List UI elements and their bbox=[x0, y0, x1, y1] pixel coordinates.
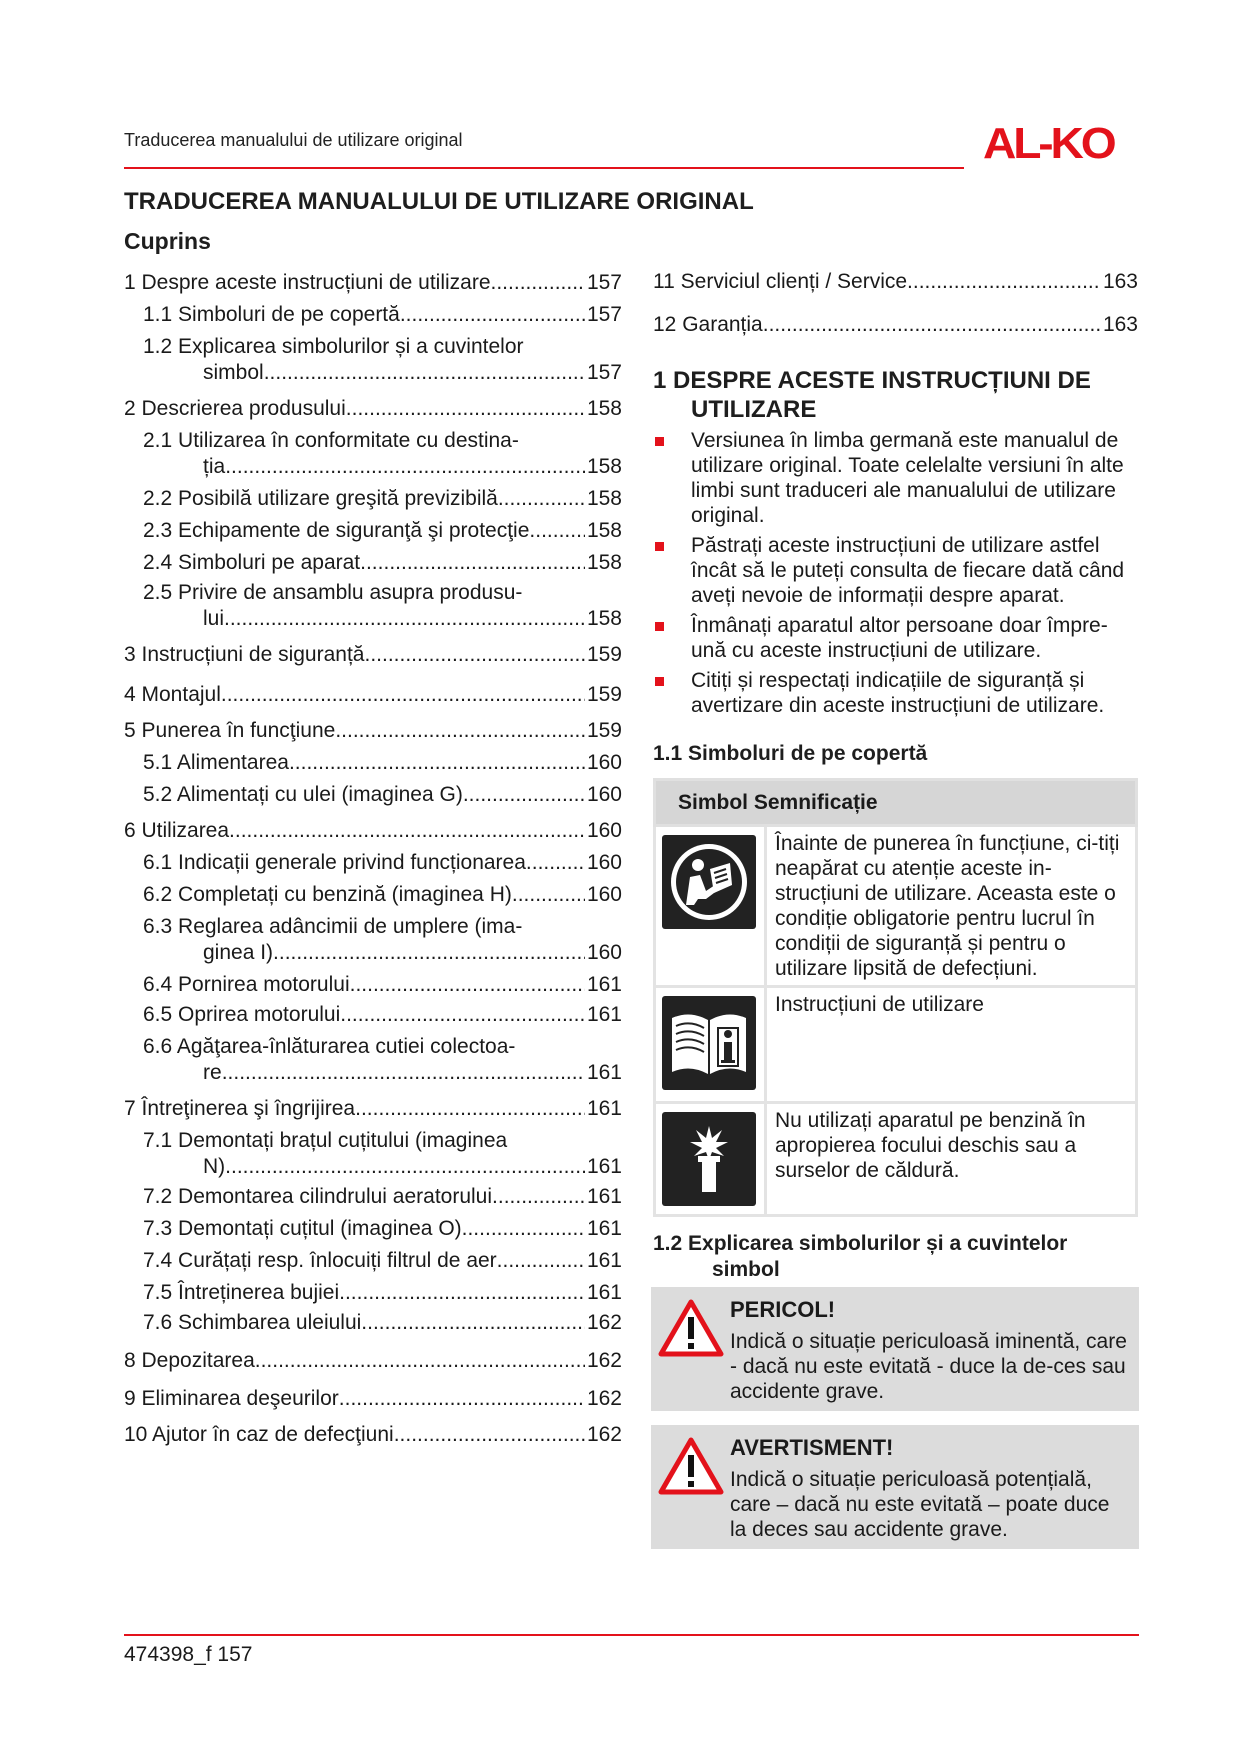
toc-entry-continuation: ția bbox=[203, 455, 226, 478]
bullet-item: Păstrați aceste instrucțiuni de utilizare astfel încât să le puteți consulta de fiecare dată când aveți nevoie de informații despre aparat. bbox=[653, 533, 1138, 608]
warning-triangle-icon bbox=[658, 1437, 724, 1500]
toc-entry-continuation: re bbox=[203, 1061, 222, 1084]
toc-entry-title: 1.1 Simboluri de pe copertă bbox=[143, 303, 400, 326]
toc-entry-title: 2 Descrierea produsului bbox=[124, 397, 346, 420]
toc-entry[interactable] bbox=[124, 1002, 622, 1028]
toc-entry-page: 162 bbox=[586, 1311, 622, 1334]
symbol-cell bbox=[655, 1103, 766, 1216]
toc-entry[interactable] bbox=[124, 428, 622, 480]
symbol-cell bbox=[655, 987, 766, 1103]
toc-entry-page: 163 bbox=[1102, 313, 1138, 336]
toc-entry-title: 2.4 Simboluri pe aparat bbox=[143, 551, 361, 574]
toc-entry-continuation: simbol bbox=[203, 361, 264, 384]
toc-entry-title: 7.6 Schimbarea uleiului bbox=[143, 1311, 362, 1334]
toc-entry-page: 159 bbox=[586, 719, 622, 742]
toc-entry-title: 2.2 Posibilă utilizare greşită previzibilă bbox=[143, 487, 498, 510]
section-1-bullets bbox=[653, 428, 1138, 723]
toc-entry[interactable] bbox=[124, 850, 622, 876]
toc-entry-page: 160 bbox=[586, 883, 622, 906]
section-1-2-heading-line: simbol bbox=[712, 1258, 780, 1281]
toc-entry-title: 5 Punerea în funcţiune bbox=[124, 719, 336, 742]
running-header: Traducerea manualului de utilizare original bbox=[124, 130, 463, 150]
toc-entry-title: 10 Ajutor în caz de defecţiuni bbox=[124, 1423, 394, 1446]
toc-entry-page: 158 bbox=[586, 551, 622, 574]
symbol-table bbox=[653, 778, 1138, 1217]
toc-entry-continuation: ginea I) bbox=[203, 941, 274, 964]
toc-entry-page: 162 bbox=[586, 1349, 622, 1372]
toc-entry[interactable] bbox=[124, 550, 622, 576]
symbol-cell bbox=[655, 826, 766, 987]
toc-entry-page: 163 bbox=[1102, 270, 1138, 293]
bullet-item: Înmânați aparatul altor persoane doar împre-ună cu aceste instrucțiuni de utilizare. bbox=[653, 613, 1138, 663]
toc-entry[interactable] bbox=[124, 1034, 622, 1086]
toc-entry[interactable] bbox=[124, 972, 622, 998]
toc-entry-page: 158 bbox=[586, 487, 622, 510]
toc-entry-page: 158 bbox=[586, 455, 622, 478]
toc-entry[interactable] bbox=[124, 334, 622, 386]
section-1-heading bbox=[653, 366, 1138, 424]
toc-entry-title: 5.2 Alimentați cu ulei (imaginea G) bbox=[143, 783, 463, 806]
toc-entry-page: 161 bbox=[586, 1061, 622, 1084]
toc-entry-title: 2.1 Utilizarea în conformitate cu destina- bbox=[143, 429, 519, 452]
toc-entry-page: 161 bbox=[586, 1155, 622, 1178]
toc-entry-page: 160 bbox=[586, 819, 622, 842]
toc-entry[interactable] bbox=[124, 1216, 622, 1242]
section-1-2-heading-line: 1.2 Explicarea simbolurilor și a cuvintelor bbox=[653, 1232, 1068, 1255]
symbol-row bbox=[655, 1103, 1137, 1216]
manual-info-icon bbox=[662, 996, 756, 1090]
toc-entry-page: 158 bbox=[586, 519, 622, 542]
toc-entry-title: 7 Întreţinerea şi îngrijirea bbox=[124, 1097, 356, 1120]
toc-entry-page: 159 bbox=[586, 683, 622, 706]
symbol-row bbox=[655, 987, 1137, 1103]
toc-entry[interactable] bbox=[124, 1248, 622, 1274]
toc-entry-page: 158 bbox=[586, 397, 622, 420]
toc-entry-title: 6.4 Pornirea motorului bbox=[143, 973, 350, 996]
toc-entry-title: 1.2 Explicarea simbolurilor și a cuvintelor bbox=[143, 335, 524, 358]
toc-entry[interactable] bbox=[124, 396, 622, 422]
toc-entry-page: 157 bbox=[586, 361, 622, 384]
toc-entry-title: 3 Instrucțiuni de siguranță bbox=[124, 643, 365, 666]
toc-entry-page: 161 bbox=[586, 1249, 622, 1272]
toc-entry[interactable] bbox=[124, 580, 622, 632]
toc-entry-continuation: lui bbox=[203, 607, 225, 630]
symbol-meaning: Nu utilizați aparatul pe benzină în apropierea focului deschis sau a surselor de căldură. bbox=[766, 1103, 1137, 1216]
toc-entry[interactable] bbox=[124, 270, 622, 296]
section-1-2-heading bbox=[653, 1231, 1138, 1283]
header-rule bbox=[124, 167, 964, 169]
symbol-table-header bbox=[655, 780, 1137, 826]
danger-box bbox=[651, 1287, 1139, 1411]
symbol-meaning: Înainte de punerea în funcțiune, ci-tiți neapărat cu atenție aceste in-strucțiuni de utilizare. Aceasta este o condiție obligatorie pentru lucrul în condiții de siguranță și pentru o utilizare lipsită de defecțiuni. bbox=[766, 826, 1137, 987]
section-1-heading-line: UTILIZARE bbox=[691, 396, 817, 423]
danger-text: Indică o situație periculoasă iminentă, care - dacă nu este evitată - duce la de-ces sau accidente grave. bbox=[730, 1330, 1127, 1403]
toc-entry-title: 5.1 Alimentarea bbox=[143, 751, 289, 774]
toc-entry[interactable] bbox=[124, 1422, 622, 1448]
toc-entry-title: 7.5 Întreținerea bujiei bbox=[143, 1281, 340, 1304]
column-symbol: Simbol bbox=[678, 791, 749, 814]
danger-title: PERICOL! bbox=[730, 1297, 836, 1322]
toc-entry-page: 161 bbox=[586, 1281, 622, 1304]
toc-entry-title: 7.4 Curățați resp. înlocuiți filtrul de aer bbox=[143, 1249, 497, 1272]
column-meaning: Semnificație bbox=[753, 791, 878, 814]
toc-entry-title: 2.5 Privire de ansamblu asupra produsu- bbox=[143, 581, 523, 604]
toc-entry[interactable] bbox=[124, 1310, 622, 1336]
toc-entry-title: 4 Montajul bbox=[124, 683, 221, 706]
danger-triangle-icon bbox=[658, 1299, 724, 1362]
toc-entry-title: 6.6 Agăţarea-înlăturarea cutiei colectoa- bbox=[143, 1035, 516, 1058]
toc-entry[interactable] bbox=[124, 1280, 622, 1306]
read-manual-icon bbox=[662, 835, 756, 929]
toc-entry-title: 6.2 Completați cu benzină (imaginea H) bbox=[143, 883, 512, 906]
toc-entry-title: 7.1 Demontați brațul cuțitului (imaginea bbox=[143, 1129, 508, 1152]
toc-entry-page: 162 bbox=[586, 1423, 622, 1446]
warning-box bbox=[651, 1425, 1139, 1549]
toc-entry-continuation: N) bbox=[203, 1155, 226, 1178]
toc-entry-page: 160 bbox=[586, 851, 622, 874]
warning-title: AVERTISMENT! bbox=[730, 1435, 894, 1460]
toc-entry-title: 11 Serviciul clienți / Service bbox=[653, 270, 908, 293]
toc-continued bbox=[653, 269, 1138, 338]
toc-entry-page: 160 bbox=[586, 751, 622, 774]
toc-entry-page: 160 bbox=[586, 783, 622, 806]
contents-heading: Cuprins bbox=[124, 228, 211, 254]
toc-entry[interactable] bbox=[124, 818, 622, 844]
toc-entry[interactable] bbox=[124, 750, 622, 776]
footer-page-id: 474398_f 157 bbox=[124, 1643, 253, 1666]
section-1-heading-line: 1 DESPRE ACESTE INSTRUCȚIUNI DE bbox=[653, 367, 1091, 394]
toc-entry[interactable] bbox=[124, 782, 622, 808]
toc-entry-page: 161 bbox=[586, 1097, 622, 1120]
toc-entry-page: 157 bbox=[586, 271, 622, 294]
toc-entry-page: 157 bbox=[586, 303, 622, 326]
warning-text: Indică o situație periculoasă potențială, care – dacă nu este evitată – poate duce la deces sau accidente grave. bbox=[730, 1468, 1110, 1541]
table-of-contents bbox=[124, 270, 622, 1448]
toc-entry-page: 161 bbox=[586, 1185, 622, 1208]
toc-entry[interactable] bbox=[124, 1348, 622, 1374]
toc-entry[interactable] bbox=[124, 486, 622, 512]
toc-entry[interactable] bbox=[124, 682, 622, 708]
toc-entry-page: 161 bbox=[586, 973, 622, 996]
toc-entry-title: 7.3 Demontați cuțitul (imaginea O) bbox=[143, 1217, 462, 1240]
toc-entry-title: 6.1 Indicații generale privind funcționarea bbox=[143, 851, 526, 874]
document-title: TRADUCEREA MANUALULUI DE UTILIZARE ORIGINAL bbox=[124, 188, 754, 215]
toc-entry-title: 2.3 Echipamente de siguranţă şi protecţie bbox=[143, 519, 530, 542]
toc-entry-title: 7.2 Demontarea cilindrului aeratorului bbox=[143, 1185, 493, 1208]
toc-entry-title: 1 Despre aceste instrucțiuni de utilizare bbox=[124, 271, 491, 294]
toc-entry-page: 158 bbox=[586, 607, 622, 630]
toc-entry[interactable] bbox=[124, 1184, 622, 1210]
toc-entry[interactable] bbox=[124, 1386, 622, 1412]
section-1-1-heading: 1.1 Simboluri de pe copertă bbox=[653, 742, 928, 765]
toc-entry[interactable] bbox=[124, 1096, 622, 1122]
alko-logo: AL-KO bbox=[983, 119, 1114, 168]
symbol-row bbox=[655, 826, 1137, 987]
toc-entry-page: 161 bbox=[586, 1003, 622, 1026]
no-open-fire-icon bbox=[662, 1112, 756, 1206]
toc-entry[interactable] bbox=[653, 269, 1138, 295]
toc-entry-title: 6.3 Reglarea adâncimii de umplere (ima- bbox=[143, 915, 523, 938]
toc-entry[interactable] bbox=[124, 518, 622, 544]
toc-entry-title: 6 Utilizarea bbox=[124, 819, 230, 842]
bullet-item: Versiunea în limba germană este manualul de utilizare original. Toate celelalte versiuni în alte limbi sunt traduceri ale manualului de utilizare original. bbox=[653, 428, 1138, 528]
toc-entry-title: 8 Depozitarea bbox=[124, 1349, 255, 1372]
toc-entry-page: 162 bbox=[586, 1387, 622, 1410]
toc-entry[interactable] bbox=[124, 718, 622, 744]
bullet-item: Citiți și respectați indicațiile de siguranță și avertizare din aceste instrucțiuni de utilizare. bbox=[653, 668, 1138, 718]
toc-entry-page: 161 bbox=[586, 1217, 622, 1240]
toc-entry-title: 9 Eliminarea deşeurilor bbox=[124, 1387, 339, 1410]
toc-entry-page: 159 bbox=[586, 643, 622, 666]
toc-entry[interactable] bbox=[124, 1128, 622, 1180]
toc-entry[interactable] bbox=[124, 882, 622, 908]
toc-entry-title: 12 Garanția bbox=[653, 313, 763, 336]
toc-entry[interactable] bbox=[124, 302, 622, 328]
toc-entry-title: 6.5 Oprirea motorului bbox=[143, 1003, 341, 1026]
toc-entry[interactable] bbox=[124, 642, 622, 668]
toc-entry[interactable] bbox=[653, 312, 1138, 338]
symbol-meaning: Instrucțiuni de utilizare bbox=[766, 987, 1137, 1103]
footer-rule bbox=[124, 1634, 1139, 1636]
toc-entry-page: 160 bbox=[586, 941, 622, 964]
toc-entry[interactable] bbox=[124, 914, 622, 966]
